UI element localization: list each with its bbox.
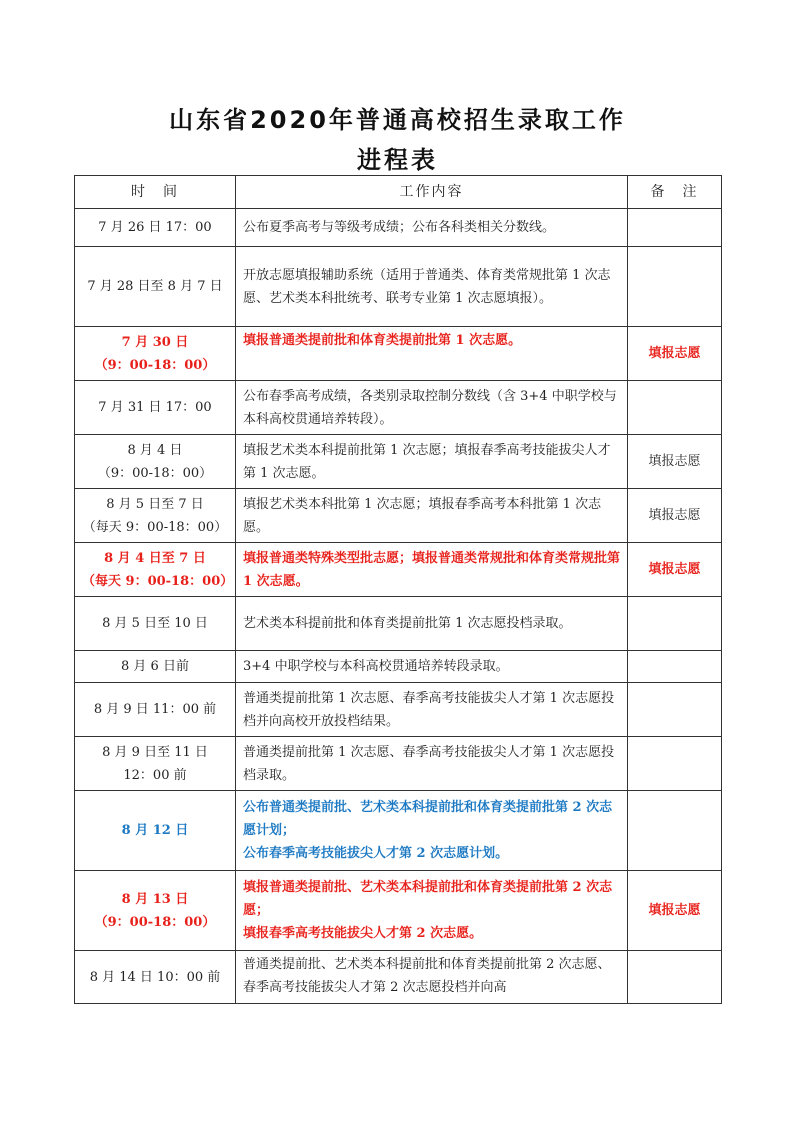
time-text: （9：00-18：00） xyxy=(94,914,216,930)
time-cell xyxy=(75,597,236,651)
note-cell xyxy=(628,489,722,543)
content-text: 填报普通类提前批、艺术类本科提前批和体育类提前批第 2 次志愿； xyxy=(243,880,613,918)
content-text: 公布普通类提前批、艺术类本科提前批和体育类提前批第 2 次志愿计划； xyxy=(243,800,613,838)
content-text: 公布春季高考技能拔尖人才第 2 次志愿计划。 xyxy=(243,846,509,861)
note-text: 填报志愿 xyxy=(648,454,701,469)
schedule-table xyxy=(74,175,722,1004)
table-row xyxy=(75,791,722,871)
note-cell xyxy=(628,543,722,597)
table-row xyxy=(75,247,722,327)
note-cell xyxy=(628,737,722,791)
content-text: 开放志愿填报辅助系统（适用于普通类、体育类常规批第 1 次志愿、艺术类本科批统考、联考专业第 1 次志愿填报）。 xyxy=(243,267,611,306)
content-cell xyxy=(236,247,628,327)
table-row xyxy=(75,209,722,247)
table-row xyxy=(75,597,722,651)
content-cell xyxy=(236,543,628,597)
time-cell xyxy=(75,435,236,489)
note-text: 填报志愿 xyxy=(648,508,701,523)
note-cell xyxy=(628,327,722,381)
time-cell xyxy=(75,871,236,951)
time-text: （9：00-18：00） xyxy=(97,465,213,481)
time-text: 8 月 5 日至 10 日 xyxy=(102,616,208,631)
content-text: 普通类提前批、艺术类本科提前批和体育类提前批第 2 次志愿、春季高考技能拔尖人才第 2 次志愿投档并向高 xyxy=(243,957,611,995)
content-text: 填报普通类特殊类型批志愿；填报普通类常规批和体育类常规批第 1 次志愿。 xyxy=(243,550,621,589)
content-cell xyxy=(236,435,628,489)
time-cell xyxy=(75,651,236,683)
table-body xyxy=(75,209,722,1004)
time-text: 7 月 30 日 xyxy=(121,334,189,350)
note-text: 填报志愿 xyxy=(648,346,701,361)
content-cell xyxy=(236,597,628,651)
time-cell xyxy=(75,951,236,1004)
content-text: 普通类提前批第 1 次志愿、春季高考技能拔尖人才第 1 次志愿投档并向高校开放投档结果。 xyxy=(243,690,615,729)
table-row xyxy=(75,871,722,951)
table-row xyxy=(75,543,722,597)
note-cell xyxy=(628,651,722,683)
note-cell xyxy=(628,209,722,247)
table-row xyxy=(75,683,722,737)
time-text: （每天 9：00-18：00） xyxy=(82,519,228,535)
content-text: 公布夏季高考与等级考成绩；公布各科类相关分数线。 xyxy=(243,220,556,235)
table-row xyxy=(75,737,722,791)
content-cell xyxy=(236,651,628,683)
note-cell xyxy=(628,381,722,435)
content-text: 填报春季高考技能拔尖人才第 2 次志愿。 xyxy=(243,926,483,941)
document-title: 山东省2020年普通高校招生录取工作 xyxy=(169,106,626,134)
time-cell xyxy=(75,543,236,597)
note-cell xyxy=(628,435,722,489)
time-text: 7 月 28 日至 8 月 7 日 xyxy=(87,279,223,294)
time-text: 8 月 12 日 xyxy=(121,823,189,838)
content-text: 艺术类本科提前批和体育类提前批第 1 次志愿投档录取。 xyxy=(243,616,572,631)
time-text: 8 月 6 日前 xyxy=(121,659,189,674)
content-cell xyxy=(236,489,628,543)
content-cell xyxy=(236,737,628,791)
content-cell xyxy=(236,381,628,435)
content-cell xyxy=(236,951,628,1004)
time-text: 8 月 5 日至 7 日 xyxy=(106,496,204,512)
time-text: （每天 9：00-18：00） xyxy=(82,573,234,589)
time-text: 8 月 9 日 11：00 前 xyxy=(93,702,217,717)
time-text: 12：00 前 xyxy=(123,767,187,783)
note-cell xyxy=(628,247,722,327)
time-text: 8 月 4 日 xyxy=(127,442,183,458)
time-cell xyxy=(75,683,236,737)
time-text: 8 月 13 日 xyxy=(121,891,189,907)
note-cell xyxy=(628,791,722,871)
table-row xyxy=(75,489,722,543)
time-text: 8 月 9 日至 11 日 xyxy=(102,744,208,760)
note-text: 填报志愿 xyxy=(648,903,701,918)
time-cell xyxy=(75,381,236,435)
time-cell xyxy=(75,209,236,247)
header-note: 备 注 xyxy=(628,176,722,209)
time-cell xyxy=(75,327,236,381)
time-text: 7 月 26 日 17：00 xyxy=(98,220,212,235)
content-text: 填报艺术类本科批第 1 次志愿；填报春季高考本科批第 1 次志愿。 xyxy=(243,496,602,535)
document-title-line2: 进程表 xyxy=(357,146,438,174)
table-row xyxy=(75,327,722,381)
note-cell xyxy=(628,683,722,737)
content-text: 填报艺术类本科提前批第 1 次志愿；填报春季高考技能拔尖人才第 1 次志愿。 xyxy=(243,442,611,481)
note-text: 填报志愿 xyxy=(648,562,701,577)
content-cell xyxy=(236,683,628,737)
table-row xyxy=(75,435,722,489)
note-cell xyxy=(628,871,722,951)
content-cell xyxy=(236,209,628,247)
header-time: 时 间 xyxy=(75,176,236,209)
time-text: 8 月 4 日至 7 日 xyxy=(104,550,206,566)
table-header-row xyxy=(75,176,722,209)
time-text: 8 月 14 日 10：00 前 xyxy=(89,969,221,985)
time-text: （9：00-18：00） xyxy=(94,357,216,373)
time-cell xyxy=(75,737,236,791)
content-cell xyxy=(236,871,628,951)
table-row xyxy=(75,651,722,683)
table-row xyxy=(75,951,722,1004)
content-text: 普通类提前批第 1 次志愿、春季高考技能拔尖人才第 1 次志愿投档录取。 xyxy=(243,744,615,783)
note-cell xyxy=(628,597,722,651)
content-text: 填报普通类提前批和体育类提前批第 1 次志愿。 xyxy=(243,333,522,348)
time-text: 7 月 31 日 17：00 xyxy=(98,400,212,415)
time-cell xyxy=(75,247,236,327)
time-cell xyxy=(75,791,236,871)
header-content: 工作内容 xyxy=(236,176,628,209)
content-cell xyxy=(236,791,628,871)
content-text: 3+4 中职学校与本科高校贯通培养转段录取。 xyxy=(243,659,509,674)
time-cell xyxy=(75,489,236,543)
table-row xyxy=(75,381,722,435)
content-text: 公布春季高考成绩，各类别录取控制分数线（含 3+4 中职学校与本科高校贯通培养转段）。 xyxy=(243,388,617,427)
note-cell xyxy=(628,951,722,1004)
content-cell xyxy=(236,327,628,381)
